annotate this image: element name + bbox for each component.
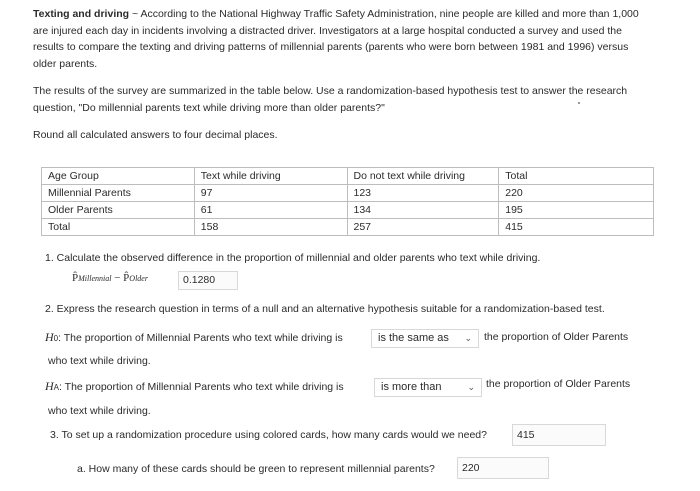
ha-symbol: H	[45, 379, 54, 393]
ha-wrap: who text while driving.	[48, 405, 151, 417]
table-cell: Older Parents	[42, 202, 195, 219]
table-cell: 220	[499, 185, 654, 202]
intro-dash: ~	[129, 8, 141, 20]
question-3a-text: a. How many of these cards should be green to represent millennial parents?	[77, 463, 435, 475]
question-3-text: 3. To set up a randomization procedure using colored cards, how many cards would we need?	[50, 429, 487, 441]
table-cell: 134	[347, 202, 499, 219]
h0-wrap: who text while driving.	[48, 355, 151, 367]
cards-needed-field[interactable]: 415	[512, 424, 606, 446]
h0-selected-value: is the same as	[378, 332, 449, 344]
alternative-hypothesis	[45, 379, 344, 394]
subscript-millennial: Millennial	[78, 274, 112, 283]
table-cell: 257	[347, 219, 499, 236]
null-hypothesis	[45, 330, 343, 345]
table-cell: 158	[194, 219, 347, 236]
ha-suffix: the proportion of Older Parents	[486, 378, 631, 390]
table-cell: Do not text while driving	[347, 168, 499, 185]
table-cell: 97	[194, 185, 347, 202]
h0-symbol: H	[45, 330, 54, 344]
table-row	[42, 168, 654, 185]
difference-answer-field[interactable]: 0.1280	[178, 271, 238, 290]
chevron-down-icon: ⌄	[464, 333, 472, 343]
ha-relation-select[interactable]	[374, 378, 482, 397]
table-cell: 195	[499, 202, 654, 219]
survey-table	[41, 167, 654, 236]
green-cards-field[interactable]: 220	[457, 457, 549, 479]
ha-selected-value: is more than	[381, 381, 442, 393]
ha-subscript: A	[53, 383, 60, 392]
rounding-note: Round all calculated answers to four decimal places.	[33, 129, 278, 141]
p-hat-symbol: P̂	[72, 272, 79, 284]
chevron-down-icon: ⌄	[467, 382, 475, 392]
question-2-text: 2. Express the research question in terms of a null and an alternative hypothesis suitable for a randomization-based test.	[45, 303, 605, 315]
instructions-paragraph: The results of the survey are summarized in the table below. Use a randomization-based hypothesis test to answer the research question, "Do millennial parents text while driving more than older parents?"	[33, 85, 628, 114]
stray-mark	[578, 102, 580, 104]
difference-formula	[72, 272, 148, 284]
table-cell: Text while driving	[194, 168, 347, 185]
table-cell: 415	[499, 219, 654, 236]
h0-relation-select[interactable]	[371, 329, 479, 348]
table-cell: 61	[194, 202, 347, 219]
h0-prefix: : The proportion of Millennial Parents who text while driving is	[58, 332, 343, 344]
table-cell: Total	[42, 219, 195, 236]
intro-title: Texting and driving	[33, 8, 130, 20]
table-cell: Total	[499, 168, 654, 185]
subscript-older: Older	[129, 274, 148, 283]
question-1-text: 1. Calculate the observed difference in the proportion of millennial and older parents who text while driving.	[45, 252, 541, 264]
h0-suffix: the proportion of Older Parents	[484, 331, 629, 343]
intro-paragraph	[33, 6, 645, 72]
table-cell: 123	[347, 185, 499, 202]
table-cell: Age Group	[42, 168, 195, 185]
table-row	[42, 202, 654, 219]
h0-subscript: 0	[53, 334, 59, 343]
minus-sign: −	[111, 272, 124, 284]
table-cell: Millennial Parents	[42, 185, 195, 202]
table-row	[42, 185, 654, 202]
intro-text: According to the National Highway Traffic Safety Administration, nine people are killed and more than 1,000 are injured each day in incidents involving a distracted driver. Investigators at a large hospital conducted a survey and used the results to compare the texting and driving patterns of millennial parents (parents who were born between 1981 and 1996) versus older parents.	[33, 8, 639, 70]
p-hat-symbol: P̂	[123, 272, 130, 284]
table-row	[42, 219, 654, 236]
ha-prefix: : The proportion of Millennial Parents who text while driving is	[59, 381, 344, 393]
